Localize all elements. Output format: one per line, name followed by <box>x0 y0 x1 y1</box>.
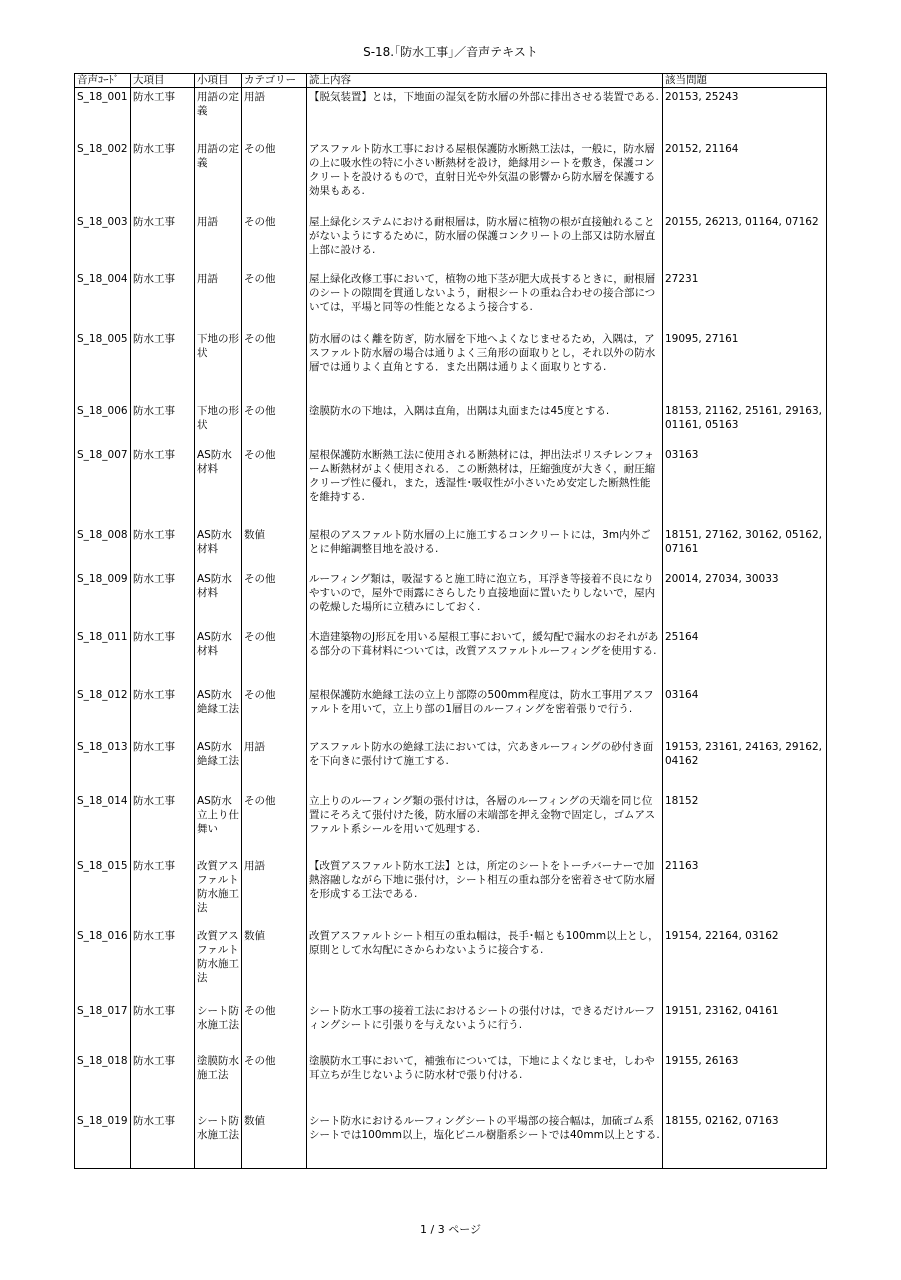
table-row <box>75 570 827 628</box>
page-footer: 1 / 3 ページ <box>420 1223 481 1236</box>
table-row <box>75 792 827 857</box>
cell-category: 用語 <box>242 857 307 927</box>
cell-category: 数値 <box>242 526 307 570</box>
cell-category: その他 <box>242 1002 307 1052</box>
cell-category: その他 <box>242 628 307 686</box>
cell-voice-code: S_18_014 <box>75 792 131 857</box>
cell-voice-code: S_18_019 <box>75 1112 131 1169</box>
cell-read-content: 屋根保護防水絶縁工法の立上り部際の500mm程度は，防水工事用アスファルトを用いて，立上り部の1層目のルーフィングを密着張りで行う. <box>307 686 663 738</box>
cell-category: 用語 <box>242 88 307 141</box>
header-category: カテゴリー <box>242 74 307 88</box>
table-row <box>75 88 827 141</box>
cell-related-problems: 20152, 21164 <box>663 140 827 213</box>
cell-voice-code: S_18_007 <box>75 446 131 526</box>
cell-read-content: シート防水工事の接着工法におけるシートの張付けは，できるだけルーフィングシートに引張りを与えないように行う. <box>307 1002 663 1052</box>
cell-read-content: アスファルト防水の絶縁工法においては，穴あきルーフィングの砂付き面を下向きに張付けて施工する. <box>307 738 663 792</box>
cell-read-content: 防水層のはく離を防ぎ，防水層を下地へよくなじませるため，入隅は，アスファルト防水層の場合は通りよく三角形の面取りとし，それ以外の防水層では通りよく直角とする．また出隅は通りよく面取りとする. <box>307 330 663 402</box>
table-row <box>75 1052 827 1112</box>
cell-minor-item: AS防水材料 <box>195 628 242 686</box>
table-header-row <box>75 74 827 88</box>
cell-minor-item: AS防水立上り仕舞い <box>195 792 242 857</box>
header-minor-item: 小項目 <box>195 74 242 88</box>
cell-related-problems: 27231 <box>663 270 827 330</box>
table-row <box>75 1112 827 1169</box>
cell-minor-item: 改質アスファルト防水施工法 <box>195 857 242 927</box>
cell-related-problems: 03164 <box>663 686 827 738</box>
cell-category: その他 <box>242 213 307 270</box>
cell-category: 用語 <box>242 738 307 792</box>
cell-minor-item: AS防水材料 <box>195 526 242 570</box>
voice-text-table <box>74 73 827 1169</box>
cell-voice-code: S_18_013 <box>75 738 131 792</box>
table-row <box>75 330 827 402</box>
cell-major-item: 防水工事 <box>131 526 195 570</box>
cell-minor-item: 用語の定義 <box>195 88 242 141</box>
cell-minor-item: AS防水絶縁工法 <box>195 738 242 792</box>
cell-voice-code: S_18_011 <box>75 628 131 686</box>
cell-major-item: 防水工事 <box>131 857 195 927</box>
cell-minor-item: シート防水施工法 <box>195 1112 242 1169</box>
cell-related-problems: 19155, 26163 <box>663 1052 827 1112</box>
cell-major-item: 防水工事 <box>131 402 195 446</box>
page-title: S-18.｢防水工事｣／音声テキスト <box>363 45 538 59</box>
cell-minor-item: 改質アスファルト防水施工法 <box>195 927 242 1002</box>
cell-minor-item: AS防水絶縁工法 <box>195 686 242 738</box>
cell-related-problems: 19095, 27161 <box>663 330 827 402</box>
cell-major-item: 防水工事 <box>131 140 195 213</box>
header-read-content: 読上内容 <box>307 74 663 88</box>
table-row <box>75 140 827 213</box>
cell-voice-code: S_18_004 <box>75 270 131 330</box>
cell-read-content: 屋上緑化改修工事において，植物の地下茎が肥大成長するときに，耐根層のシートの隙間を貫通しないよう，耐根シートの重ね合わせの接合部については，平場と同等の性能となるよう接合する. <box>307 270 663 330</box>
cell-minor-item: 用語の定義 <box>195 140 242 213</box>
cell-minor-item: AS防水材料 <box>195 570 242 628</box>
header-voice-code: 音声ｺｰﾄﾞ <box>75 74 131 88</box>
cell-category: その他 <box>242 686 307 738</box>
cell-voice-code: S_18_002 <box>75 140 131 213</box>
cell-voice-code: S_18_008 <box>75 526 131 570</box>
cell-major-item: 防水工事 <box>131 570 195 628</box>
header-related-problems: 該当問題 <box>663 74 827 88</box>
cell-read-content: 【脱気装置】とは，下地面の湿気を防水層の外部に排出させる装置である. <box>307 88 663 141</box>
cell-category: その他 <box>242 1052 307 1112</box>
cell-category: その他 <box>242 570 307 628</box>
cell-read-content: シート防水におけるルーフィングシートの平場部の接合幅は，加硫ゴム系シートでは100mm以上，塩化ビニル樹脂系シートでは40mm以上とする. <box>307 1112 663 1169</box>
cell-related-problems: 18151, 27162, 30162, 05162, 07161 <box>663 526 827 570</box>
cell-major-item: 防水工事 <box>131 792 195 857</box>
cell-voice-code: S_18_015 <box>75 857 131 927</box>
cell-category: その他 <box>242 792 307 857</box>
cell-minor-item: 下地の形状 <box>195 330 242 402</box>
cell-related-problems: 20014, 27034, 30033 <box>663 570 827 628</box>
table-row <box>75 446 827 526</box>
cell-related-problems: 20155, 26213, 01164, 07162 <box>663 213 827 270</box>
table-row <box>75 1002 827 1052</box>
cell-related-problems: 19151, 23162, 04161 <box>663 1002 827 1052</box>
table-row <box>75 213 827 270</box>
cell-voice-code: S_18_003 <box>75 213 131 270</box>
cell-voice-code: S_18_009 <box>75 570 131 628</box>
cell-major-item: 防水工事 <box>131 270 195 330</box>
cell-read-content: 塗膜防水工事において，補強布については，下地によくなじませ，しわや耳立ちが生じないように防水材で張り付ける. <box>307 1052 663 1112</box>
cell-voice-code: S_18_016 <box>75 927 131 1002</box>
cell-read-content: 屋根保護防水断熱工法に使用される断熱材には，押出法ポリスチレンフォーム断熱材がよく使用される．この断熱材は，圧縮強度が大きく，耐圧縮クリープ性に優れ，また，透湿性･吸収性が小さいため安定した断熱性能を維持する. <box>307 446 663 526</box>
cell-related-problems: 25164 <box>663 628 827 686</box>
table-row <box>75 686 827 738</box>
cell-related-problems: 19154, 22164, 03162 <box>663 927 827 1002</box>
table-row <box>75 857 827 927</box>
table-row <box>75 270 827 330</box>
cell-major-item: 防水工事 <box>131 1002 195 1052</box>
cell-major-item: 防水工事 <box>131 1112 195 1169</box>
cell-read-content: 塗膜防水の下地は，入隅は直角，出隅は丸面または45度とする. <box>307 402 663 446</box>
cell-related-problems: 03163 <box>663 446 827 526</box>
cell-read-content: 改質アスファルトシート相互の重ね幅は，長手･幅とも100mm以上とし，原則として水勾配にさからわないように接合する. <box>307 927 663 1002</box>
cell-major-item: 防水工事 <box>131 927 195 1002</box>
cell-read-content: 屋上緑化システムにおける耐根層は，防水層に植物の根が直接触れることがないようにするために，防水層の保護コンクリートの上部又は防水層直上部に設ける. <box>307 213 663 270</box>
cell-category: 数値 <box>242 927 307 1002</box>
table-row <box>75 738 827 792</box>
cell-major-item: 防水工事 <box>131 686 195 738</box>
cell-minor-item: 用語 <box>195 270 242 330</box>
cell-read-content: 立上りのルーフィング類の張付けは，各層のルーフィングの天端を同じ位置にそろえて張付けた後，防水層の末端部を押え金物で固定し，ゴムアスファルト系シールを用いて処理する. <box>307 792 663 857</box>
cell-minor-item: シート防水施工法 <box>195 1002 242 1052</box>
table-row <box>75 628 827 686</box>
cell-read-content: 屋根のアスファルト防水層の上に施工するコンクリートには，3m内外ごとに伸縮調整目地を設ける. <box>307 526 663 570</box>
cell-minor-item: 用語 <box>195 213 242 270</box>
table-row <box>75 402 827 446</box>
cell-read-content: アスファルト防水工事における屋根保護防水断熱工法は，一般に，防水層の上に吸水性の特に小さい断熱材を設け，絶縁用シートを敷き，保護コンクリートを設けるもので，直射日光や外気温の影響から防水層を保護する効果もある. <box>307 140 663 213</box>
cell-major-item: 防水工事 <box>131 213 195 270</box>
cell-related-problems: 18152 <box>663 792 827 857</box>
cell-voice-code: S_18_018 <box>75 1052 131 1112</box>
cell-related-problems: 18155, 02162, 07163 <box>663 1112 827 1169</box>
cell-category: その他 <box>242 402 307 446</box>
cell-category: その他 <box>242 330 307 402</box>
cell-major-item: 防水工事 <box>131 1052 195 1112</box>
cell-minor-item: AS防水材料 <box>195 446 242 526</box>
cell-voice-code: S_18_005 <box>75 330 131 402</box>
cell-voice-code: S_18_006 <box>75 402 131 446</box>
table-row <box>75 927 827 1002</box>
cell-related-problems: 20153, 25243 <box>663 88 827 141</box>
cell-related-problems: 19153, 23161, 24163, 29162, 04162 <box>663 738 827 792</box>
cell-major-item: 防水工事 <box>131 88 195 141</box>
cell-voice-code: S_18_001 <box>75 88 131 141</box>
cell-related-problems: 18153, 21162, 25161, 29163, 01161, 05163 <box>663 402 827 446</box>
cell-related-problems: 21163 <box>663 857 827 927</box>
cell-minor-item: 下地の形状 <box>195 402 242 446</box>
cell-category: 数値 <box>242 1112 307 1169</box>
cell-minor-item: 塗膜防水施工法 <box>195 1052 242 1112</box>
table-row <box>75 526 827 570</box>
cell-major-item: 防水工事 <box>131 446 195 526</box>
cell-read-content: ルーフィング類は，吸湿すると施工時に泡立ち，耳浮き等接着不良になりやすいので，屋外で雨露にさらしたり直接地面に置いたりしないで，屋内の乾燥した場所に立積みにしておく. <box>307 570 663 628</box>
cell-category: その他 <box>242 140 307 213</box>
cell-voice-code: S_18_017 <box>75 1002 131 1052</box>
cell-category: その他 <box>242 270 307 330</box>
cell-category: その他 <box>242 446 307 526</box>
cell-read-content: 【改質アスファルト防水工法】とは，所定のシートをトーチバーナーで加熱溶融しながら下地に張付け，シート相互の重ね部分を密着させて防水層を形成する工法である. <box>307 857 663 927</box>
cell-major-item: 防水工事 <box>131 628 195 686</box>
cell-major-item: 防水工事 <box>131 738 195 792</box>
header-major-item: 大項目 <box>131 74 195 88</box>
cell-voice-code: S_18_012 <box>75 686 131 738</box>
cell-read-content: 木造建築物のJ形瓦を用いる屋根工事において，緩勾配で漏水のおそれがある部分の下葺材料については，改質アスファルトルーフィングを使用する. <box>307 628 663 686</box>
cell-major-item: 防水工事 <box>131 330 195 402</box>
